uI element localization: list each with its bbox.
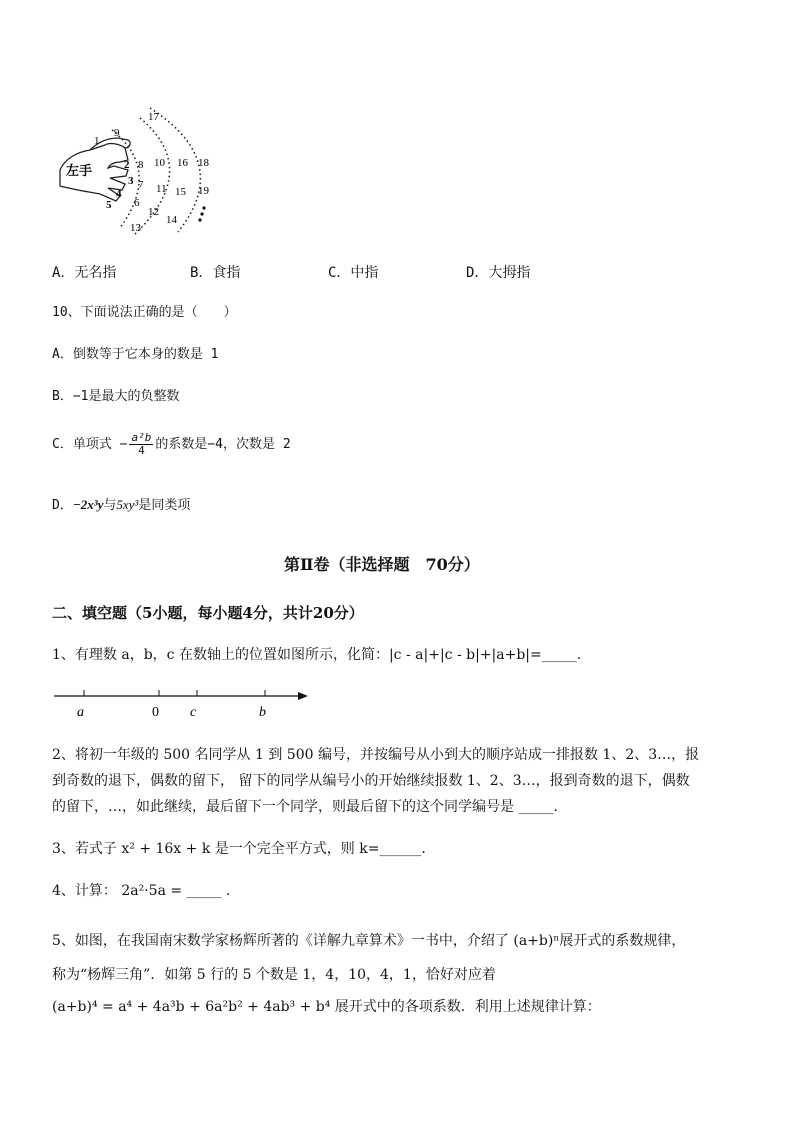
number-line-label-a: a [77,705,84,720]
q10-option-a: A．倒数等于它本身的数是 1 [52,347,219,362]
number-line-figure [52,684,322,724]
svg-text:12: 12 [148,206,159,218]
number-line-label-0: 0 [152,705,159,720]
svg-text:11: 11 [156,183,167,195]
svg-text:19: 19 [198,185,209,197]
fill-q5-line1: 5、如图，在我国南宋数学家杨辉所著的《详解九章算术》一书中，介绍了 (a+b)ⁿ展开式的系数规律， [52,933,686,949]
svg-text:17: 17 [148,111,159,123]
fill-q2-line1: 2、将初一年级的 500 名同学从 1 到 500 编号，并按编号从小到大的顺序站成一排报数 1、2、3…，报 [52,747,700,763]
part2-title: 第Ⅱ卷（非选择题 70分） [284,555,480,574]
fill-q3: 3、若式子 x² + 16x + k 是一个完全平方式，则 k=______. [52,841,426,857]
svg-text:9: 9 [114,127,120,139]
q10-option-d: D．−2x³y与5xy³是同类项 [52,497,191,513]
svg-text:13: 13 [130,222,141,234]
section2-title: 二、填空题（5小题，每小题4分，共计20分） [52,604,364,622]
fill-q2-line3: 的留下，…，如此继续，最后留下一个同学，则最后留下的这个同学编号是 _____. [52,799,558,815]
svg-text:14: 14 [166,214,177,226]
fill-q5-line2: 称为“杨辉三角”．如第 5 行的 5 个数是 1，4，10，4，1，恰好对应着 [52,967,496,983]
svg-text:1: 1 [94,135,100,147]
fill-q4: 4、计算： 2a²·5a = _____ . [52,883,231,899]
svg-text:3: 3 [128,175,134,187]
q9-option-a: A．无名指 [52,265,117,281]
svg-text:16: 16 [177,157,188,169]
svg-text:2: 2 [124,159,130,171]
number-line-arrow [298,692,308,700]
svg-text:8: 8 [138,159,144,171]
q9-option-b: B．食指 [190,265,241,281]
q9-option-c: C．中指 [328,265,379,281]
number-line-label-c: c [190,705,197,720]
svg-text:7: 7 [138,179,144,191]
svg-text:6: 6 [134,197,140,209]
fill-q1: 1、有理数 a，b，c 在数轴上的位置如图所示，化简：|c - a|+|c - b|+|a+b|=_____. [52,647,582,663]
svg-text:15: 15 [175,186,186,198]
q10-option-b: B．−1是最大的负整数 [52,389,180,404]
fill-q5-line3: (a+b)⁴ = a⁴ + 4a³b + 6a²b² + 4ab³ + b⁴ 展开式中的各项系数．利用上述规律计算： [52,999,601,1015]
svg-text:18: 18 [198,157,209,169]
number-line-label-b: b [259,705,266,720]
svg-text:4: 4 [116,188,122,200]
svg-text:5: 5 [106,199,112,211]
hand-counting-figure [50,100,230,240]
q9-option-d: D．大拇指 [466,265,531,281]
hand-label: 左手 [66,163,93,178]
q10-stem: 10、下面说法正确的是（ ） [52,305,237,320]
svg-text:10: 10 [154,157,165,169]
q10-option-c: C．单项式 − $\frac{\text{a²b}}{4}$ 的系数是−4，次数是 2 [52,431,291,457]
hand-numbers [94,111,210,234]
fill-q2-line2: 到奇数的退下，偶数的留下， 留下的同学从编号小的开始继续报数 1、2、3…，报到奇数的退下，偶数 [52,773,690,789]
